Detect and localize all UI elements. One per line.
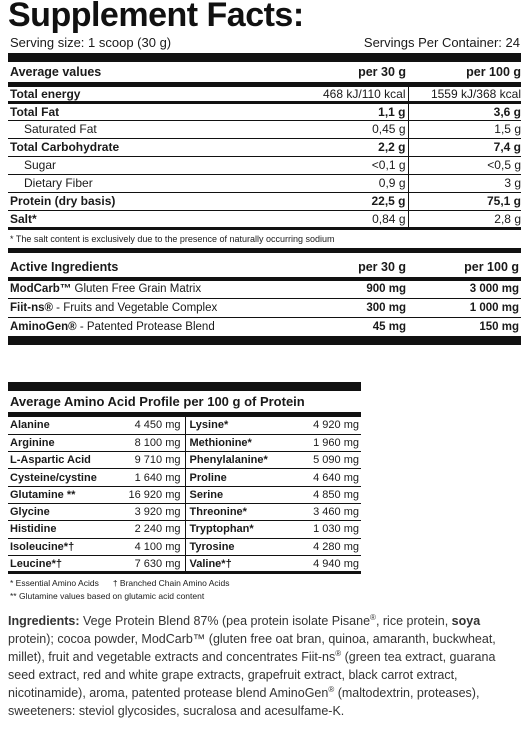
nutrition-row-saturated-fat <box>8 120 521 138</box>
amino-value-right: 4 920 mg <box>281 417 361 434</box>
row-label: Saturated Fat <box>8 120 263 138</box>
salt-footnote: * The salt content is exclusively due to the presence of naturally occurring sodium <box>8 230 521 253</box>
row-value-30g: 1,1 g <box>263 102 408 120</box>
amino-name-right: Valine*† <box>185 555 281 572</box>
amino-name-left: Histidine <box>8 521 100 538</box>
header-per-100g: per 100 g <box>408 257 521 279</box>
nutrition-row-protein <box>8 192 521 210</box>
amino-row <box>8 538 361 555</box>
row-value-30g: 22,5 g <box>263 192 408 210</box>
row-value-30g: 0,45 g <box>263 120 408 138</box>
amino-value-left: 8 100 mg <box>100 434 185 451</box>
nutrition-header-row <box>8 62 521 84</box>
ingredient-desc: - Patented Protease Blend <box>76 320 215 333</box>
amino-name-right: Tryptophan* <box>185 521 281 538</box>
amino-value-right: 3 460 mg <box>281 503 361 520</box>
amino-acid-profile <box>8 382 361 603</box>
row-value-100g: 75,1 g <box>408 192 521 210</box>
header-per-100g: per 100 g <box>408 62 521 84</box>
ingredient-name <box>8 298 263 317</box>
amino-row <box>8 555 361 572</box>
amino-value-left: 1 640 mg <box>100 469 185 486</box>
ingredients-text-1: Vege Protein Blend 87% (pea protein isolate Pisane <box>79 614 371 628</box>
row-label: Total Fat <box>8 102 263 120</box>
row-value-30g: 45 mg <box>372 320 406 333</box>
header-per-30g: per 30 g <box>263 257 408 279</box>
amino-table <box>8 417 361 574</box>
row-value-100g: 1559 kJ/368 kcal <box>408 84 521 102</box>
amino-value-left: 4 450 mg <box>100 417 185 434</box>
ingredient-desc: Gluten Free Grain Matrix <box>71 283 202 296</box>
active-ingredients-table <box>8 257 521 345</box>
row-label: Protein (dry basis) <box>8 192 263 210</box>
amino-name-right: Proline <box>185 469 281 486</box>
row-label: Total Carbohydrate <box>8 138 263 156</box>
amino-row <box>8 452 361 469</box>
amino-name-right: Serine <box>185 486 281 503</box>
bcaa-footnote: † Branched Chain Amino Acids <box>112 578 230 589</box>
ingredients-paragraph <box>8 612 513 720</box>
row-label: Salt* <box>8 210 263 228</box>
amino-name-left: L-Aspartic Acid <box>8 452 100 469</box>
row-value-100g: 3 000 mg <box>408 279 521 298</box>
row-label: Dietary Fiber <box>8 174 263 192</box>
serving-size: Serving size: 1 scoop (30 g) <box>10 35 172 50</box>
amino-name-left: Leucine*† <box>8 555 100 572</box>
amino-value-right: 4 850 mg <box>281 486 361 503</box>
ingredient-name <box>8 279 263 298</box>
header-label: Average values <box>8 62 263 84</box>
amino-value-left: 7 630 mg <box>100 555 185 572</box>
row-value-30g: 468 kJ/110 kcal <box>263 84 408 102</box>
servings-per-container: Servings Per Container: 24 <box>363 35 520 50</box>
amino-name-right: Phenylalanine* <box>185 452 281 469</box>
ingredient-brand: AminoGen® <box>10 320 77 333</box>
row-label: Total energy <box>8 84 263 102</box>
registered-mark: ® <box>335 648 342 658</box>
ingredients-label: Ingredients: <box>8 614 80 628</box>
amino-name-left: Alanine <box>8 417 100 434</box>
allergen-soya: soya <box>451 614 481 628</box>
active-row-fiitns <box>8 298 521 317</box>
ingredient-name <box>8 317 263 336</box>
amino-value-left: 2 240 mg <box>100 521 185 538</box>
amino-value-left: 3 920 mg <box>100 503 185 520</box>
header-label: Active Ingredients <box>8 257 263 279</box>
active-row-aminogen <box>8 317 521 336</box>
nutrition-row-salt <box>8 210 521 228</box>
serving-info <box>10 35 520 50</box>
ingredient-desc: - Fruits and Vegetable Complex <box>52 301 218 314</box>
row-value-100g: 7,4 g <box>408 138 521 156</box>
ingredients-text-5: (maltodextrin, proteases), sweeteners: steviol glycosides, sucralosa and acesulfame-K. <box>8 686 480 718</box>
row-value-100g: <0,5 g <box>408 156 521 174</box>
nutrition-row-fiber <box>8 174 521 192</box>
active-header-row <box>8 257 521 279</box>
row-value-100g: 150 mg <box>479 320 519 333</box>
amino-footnotes <box>8 574 361 603</box>
ingredients-text-3: protein); cocoa powder, ModCarb™ (gluten free oat bran, quinoa, amaranth, buckwheat, millet), fruit and vegetable extracts and concentrates Fiit-ns <box>8 632 496 664</box>
registered-mark: ® <box>370 612 376 622</box>
active-row-modcarb <box>8 279 521 298</box>
row-value-100g: 3,6 g <box>408 102 521 120</box>
row-value-100g: 2,8 g <box>408 210 521 228</box>
nutrition-facts-table <box>8 53 521 253</box>
registered-mark: ® <box>328 684 335 694</box>
amino-name-left: Cysteine/cystine <box>8 469 100 486</box>
ingredients-text-2: , rice protein, <box>375 614 452 628</box>
amino-row <box>8 503 361 520</box>
amino-name-right: Lysine* <box>185 417 281 434</box>
row-value-30g: 0,9 g <box>263 174 408 192</box>
row-value-30g: 300 mg <box>263 298 408 317</box>
amino-value-right: 1 030 mg <box>281 521 361 538</box>
amino-row <box>8 417 361 434</box>
row-value-30g: <0,1 g <box>263 156 408 174</box>
amino-value-left: 9 710 mg <box>100 452 185 469</box>
row-value-100g: 1 000 mg <box>408 298 521 317</box>
header-per-30g: per 30 g <box>263 62 408 84</box>
amino-value-right: 4 280 mg <box>281 538 361 555</box>
nutrition-row-sugar <box>8 156 521 174</box>
page-title: Supplement Facts: <box>8 0 304 34</box>
amino-value-right: 4 640 mg <box>281 469 361 486</box>
amino-value-left: 4 100 mg <box>100 538 185 555</box>
amino-value-right: 1 960 mg <box>281 434 361 451</box>
amino-value-left: 16 920 mg <box>100 486 185 503</box>
amino-name-left: Isoleucine*† <box>8 538 100 555</box>
amino-row <box>8 486 361 503</box>
row-value-30g: 2,2 g <box>263 138 408 156</box>
ingredient-brand: ModCarb™ <box>10 283 72 296</box>
nutrition-row-fat <box>8 102 521 120</box>
amino-value-right: 4 940 mg <box>281 555 361 572</box>
ingredient-brand: Fiit-ns® <box>10 301 53 314</box>
amino-name-right: Threonine* <box>185 503 281 520</box>
amino-name-right: Methionine* <box>185 434 281 451</box>
row-label: Sugar <box>8 156 263 174</box>
amino-name-left: Arginine <box>8 434 100 451</box>
glutamine-footnote: ** Glutamine values based on glutamic acid content <box>10 591 205 602</box>
amino-name-left: Glycine <box>8 503 100 520</box>
essential-footnote: * Essential Amino Acids <box>10 578 99 589</box>
amino-name-right: Tyrosine <box>185 538 281 555</box>
row-value-30g: 900 mg <box>263 279 408 298</box>
row-value-100g: 1,5 g <box>408 120 521 138</box>
amino-name-left: Glutamine ** <box>8 486 100 503</box>
amino-row <box>8 434 361 451</box>
amino-row <box>8 469 361 486</box>
row-value-30g: 0,84 g <box>263 210 408 228</box>
amino-value-right: 5 090 mg <box>281 452 361 469</box>
ingredients-text-4: (green tea extract, guarana seed extract, red and white grape extracts, grapefruit extract, black carrot extract, nicotinamide), aroma, patented protease blend AminoGen <box>8 650 496 700</box>
amino-row <box>8 521 361 538</box>
amino-title: Average Amino Acid Profile per 100 g of Protein <box>8 391 361 417</box>
row-value-100g: 3 g <box>408 174 521 192</box>
nutrition-row-carbohydrate <box>8 138 521 156</box>
nutrition-row-energy <box>8 84 521 102</box>
